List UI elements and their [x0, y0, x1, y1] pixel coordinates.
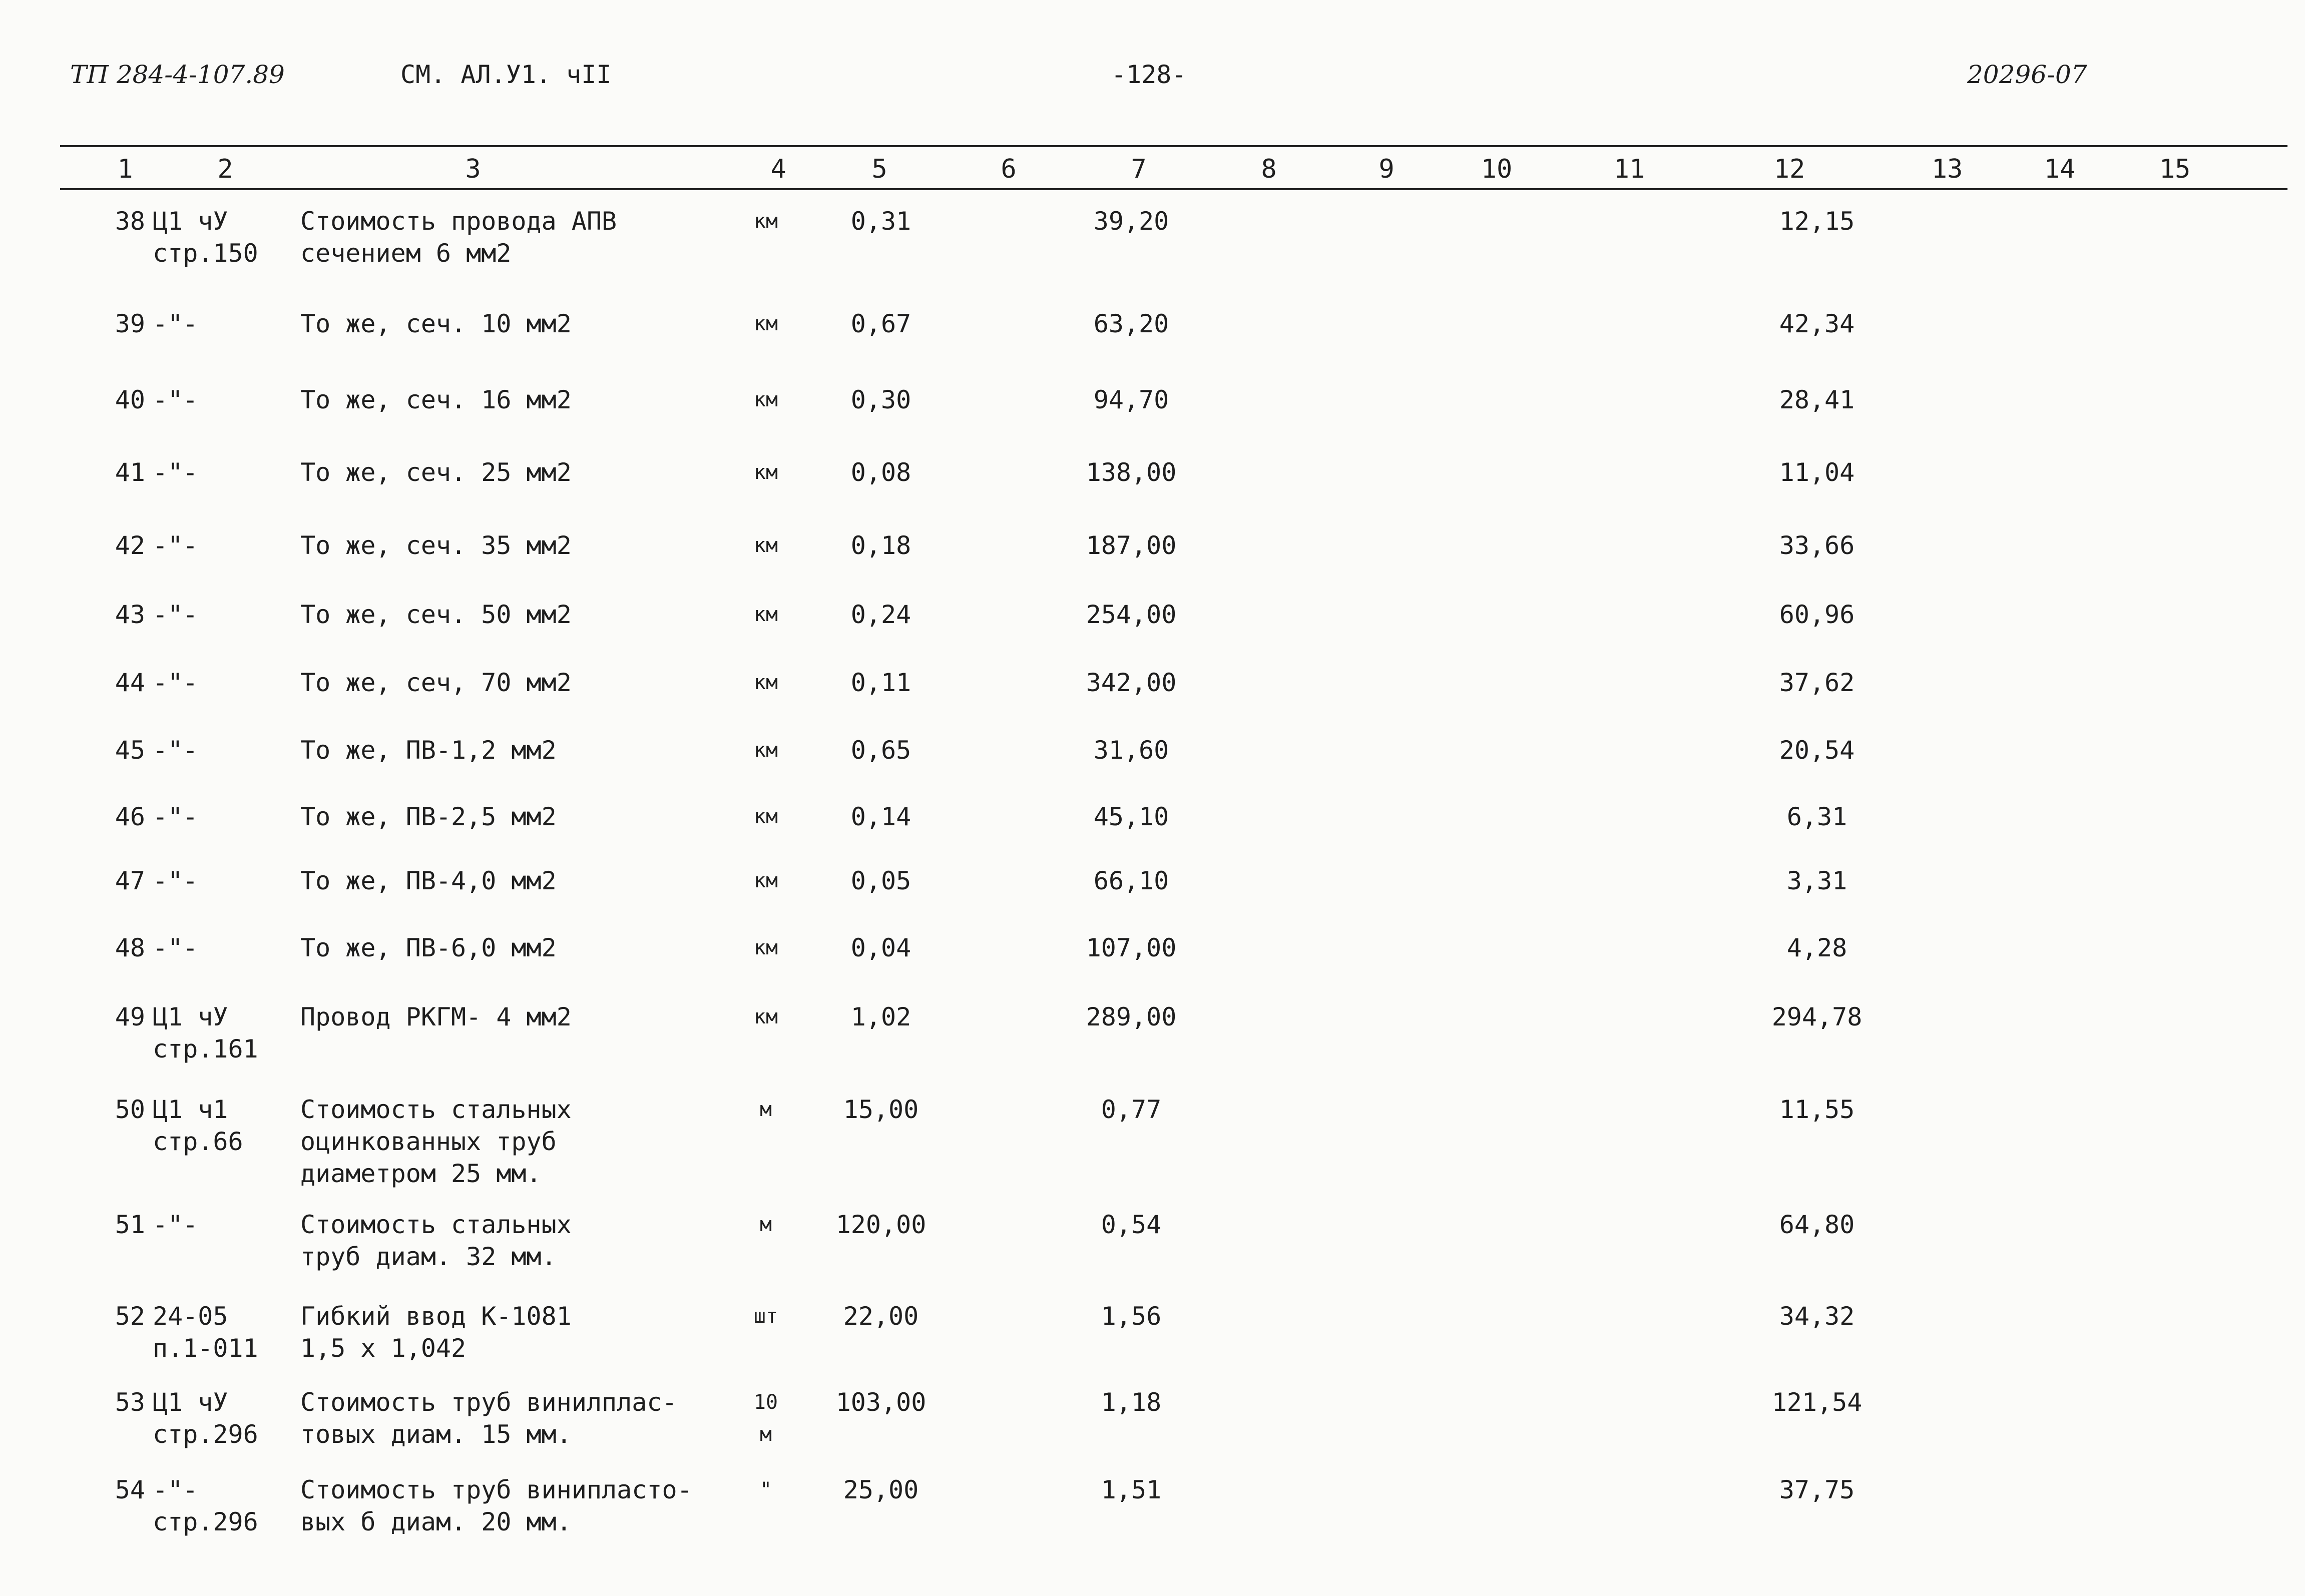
- row-unit: км: [753, 534, 778, 557]
- row-number: 44: [115, 668, 145, 697]
- row-unit: км: [753, 869, 778, 892]
- row-unit-price: 1,51: [1101, 1475, 1162, 1504]
- row-quantity: 0,14: [850, 802, 911, 831]
- row-name: То же, сеч. 16 мм2: [300, 385, 572, 414]
- row-unit: шт: [753, 1305, 778, 1328]
- row-unit-price: 107,00: [1086, 933, 1177, 962]
- row-unit-price: 1,18: [1101, 1388, 1162, 1417]
- row-total: 11,04: [1779, 458, 1855, 487]
- row-source: -"-: [153, 600, 198, 629]
- row-source: -"-: [153, 736, 198, 765]
- column-number-8: 8: [1261, 154, 1277, 184]
- row-unit-price: 31,60: [1093, 736, 1169, 765]
- column-number-15: 15: [2159, 154, 2191, 184]
- row-number: 50: [115, 1095, 145, 1124]
- row-unit: км: [753, 388, 778, 411]
- row-quantity: 0,11: [850, 668, 911, 697]
- row-total: 60,96: [1779, 600, 1855, 629]
- row-source: 24-05 п.1-011: [153, 1302, 258, 1363]
- row-quantity: 25,00: [843, 1475, 919, 1504]
- row-unit-price: 1,56: [1101, 1302, 1162, 1331]
- row-source: Ц1 чУ стр.296: [153, 1388, 258, 1449]
- row-quantity: 22,00: [843, 1302, 919, 1331]
- row-number: 41: [115, 458, 145, 487]
- row-name: То же, сеч. 25 мм2: [300, 458, 572, 487]
- row-unit: км: [753, 461, 778, 484]
- row-unit-price: 45,10: [1093, 802, 1169, 831]
- row-total: 20,54: [1779, 736, 1855, 765]
- column-number-12: 12: [1773, 154, 1805, 184]
- row-unit-price: 0,77: [1101, 1095, 1162, 1124]
- row-unit-price: 63,20: [1093, 309, 1169, 338]
- row-source: -"-: [153, 668, 198, 697]
- row-total: 37,75: [1779, 1475, 1855, 1504]
- row-source: -"- стр.296: [153, 1475, 258, 1536]
- row-total: 3,31: [1786, 866, 1848, 895]
- row-source: -"-: [153, 458, 198, 487]
- row-name: То же, сеч. 50 мм2: [300, 600, 572, 629]
- row-quantity: 0,04: [850, 933, 911, 962]
- row-number: 38: [115, 207, 145, 236]
- row-source: -"-: [153, 385, 198, 414]
- row-quantity: 15,00: [843, 1095, 919, 1124]
- row-total: 12,15: [1779, 207, 1855, 236]
- row-unit: км: [753, 671, 778, 694]
- row-total: 33,66: [1779, 531, 1855, 560]
- row-number: 43: [115, 600, 145, 629]
- row-quantity: 0,67: [850, 309, 911, 338]
- row-unit: км: [753, 312, 778, 335]
- page-number: -128-: [1111, 60, 1187, 89]
- row-source: Ц1 чУ стр.150: [153, 207, 258, 268]
- column-number-7: 7: [1131, 154, 1147, 184]
- row-number: 39: [115, 309, 145, 338]
- row-quantity: 1,02: [850, 1002, 911, 1031]
- row-quantity: 0,31: [850, 207, 911, 236]
- row-number: 53: [115, 1388, 145, 1417]
- column-number-10: 10: [1481, 154, 1513, 184]
- row-unit-price: 39,20: [1093, 207, 1169, 236]
- row-total: 42,34: [1779, 309, 1855, 338]
- row-unit: 10 м: [753, 1391, 778, 1446]
- row-quantity: 0,18: [850, 531, 911, 560]
- row-unit-price: 0,54: [1101, 1210, 1162, 1239]
- column-number-11: 11: [1613, 154, 1645, 184]
- row-source: -"-: [153, 933, 198, 962]
- row-total: 294,78: [1771, 1002, 1863, 1031]
- row-total: 34,32: [1779, 1302, 1855, 1331]
- row-unit-price: 254,00: [1086, 600, 1177, 629]
- row-unit-price: 342,00: [1086, 668, 1177, 697]
- row-name: Провод РКГМ- 4 мм2: [300, 1002, 572, 1031]
- row-name: Стоимость труб винипласто- вых б диам. 20 мм.: [300, 1475, 692, 1536]
- row-name: То же, ПВ-1,2 мм2: [300, 736, 557, 765]
- row-source: -"-: [153, 309, 198, 338]
- archive-number: 20296-07: [1967, 60, 2087, 89]
- row-source: -"-: [153, 802, 198, 831]
- row-quantity: 0,24: [850, 600, 911, 629]
- row-quantity: 0,05: [850, 866, 911, 895]
- row-name: Стоимость стальных труб диам. 32 мм.: [300, 1210, 572, 1271]
- row-name: То же, сеч. 35 мм2: [300, 531, 572, 560]
- row-number: 45: [115, 736, 145, 765]
- row-total: 64,80: [1779, 1210, 1855, 1239]
- row-total: 4,28: [1786, 933, 1848, 962]
- row-number: 47: [115, 866, 145, 895]
- row-unit: км: [753, 210, 778, 233]
- row-total: 28,41: [1779, 385, 1855, 414]
- table-top-rule: [60, 145, 2287, 147]
- column-number-4: 4: [770, 154, 786, 184]
- column-number-2: 2: [217, 154, 233, 184]
- row-unit: ": [759, 1478, 772, 1501]
- row-name: Гибкий ввод К-1081 1,5 х 1,042: [300, 1302, 572, 1363]
- row-number: 48: [115, 933, 145, 962]
- row-unit: км: [753, 739, 778, 762]
- row-unit-price: 94,70: [1093, 385, 1169, 414]
- row-quantity: 0,30: [850, 385, 911, 414]
- doc-code: ТП 284-4-107.89: [70, 60, 285, 89]
- row-number: 40: [115, 385, 145, 414]
- row-quantity: 103,00: [835, 1388, 927, 1417]
- column-header-rule: [60, 188, 2287, 190]
- row-name: То же, ПВ-2,5 мм2: [300, 802, 557, 831]
- row-unit-price: 187,00: [1086, 531, 1177, 560]
- row-number: 42: [115, 531, 145, 560]
- row-unit: м: [759, 1213, 772, 1236]
- row-name: То же, сеч, 70 мм2: [300, 668, 572, 697]
- row-source: Ц1 ч1 стр.66: [153, 1095, 243, 1156]
- row-name: То же, ПВ-6,0 мм2: [300, 933, 557, 962]
- sheet-reference: СМ. АЛ.У1. чII: [400, 60, 612, 89]
- row-number: 51: [115, 1210, 145, 1239]
- row-source: -"-: [153, 1210, 198, 1239]
- row-unit: км: [753, 1005, 778, 1028]
- row-name: Стоимость стальных оцинкованных труб диаметром 25 мм.: [300, 1095, 572, 1188]
- row-number: 49: [115, 1002, 145, 1031]
- column-number-6: 6: [1001, 154, 1017, 184]
- row-unit: км: [753, 936, 778, 959]
- row-name: Стоимость провода АПВ сечением 6 мм2: [300, 207, 617, 268]
- row-unit: м: [759, 1098, 772, 1121]
- row-unit-price: 289,00: [1086, 1002, 1177, 1031]
- column-number-14: 14: [2044, 154, 2076, 184]
- column-number-13: 13: [1931, 154, 1963, 184]
- column-number-9: 9: [1378, 154, 1395, 184]
- row-total: 11,55: [1779, 1095, 1855, 1124]
- row-unit: км: [753, 805, 778, 828]
- row-quantity: 0,08: [850, 458, 911, 487]
- row-number: 54: [115, 1475, 145, 1504]
- row-total: 121,54: [1771, 1388, 1863, 1417]
- row-source: -"-: [153, 866, 198, 895]
- row-unit: км: [753, 603, 778, 626]
- row-source: Ц1 чУ стр.161: [153, 1002, 258, 1063]
- row-name: Стоимость труб винилплас- товых диам. 15 мм.: [300, 1388, 677, 1449]
- row-number: 46: [115, 802, 145, 831]
- column-number-5: 5: [871, 154, 887, 184]
- row-quantity: 0,65: [850, 736, 911, 765]
- row-unit-price: 138,00: [1086, 458, 1177, 487]
- row-quantity: 120,00: [835, 1210, 927, 1239]
- row-number: 52: [115, 1302, 145, 1331]
- row-total: 6,31: [1786, 802, 1848, 831]
- column-number-1: 1: [117, 154, 133, 184]
- row-source: -"-: [153, 531, 198, 560]
- row-name: То же, ПВ-4,0 мм2: [300, 866, 557, 895]
- column-number-3: 3: [465, 154, 481, 184]
- row-unit-price: 66,10: [1093, 866, 1169, 895]
- row-name: То же, сеч. 10 мм2: [300, 309, 572, 338]
- row-total: 37,62: [1779, 668, 1855, 697]
